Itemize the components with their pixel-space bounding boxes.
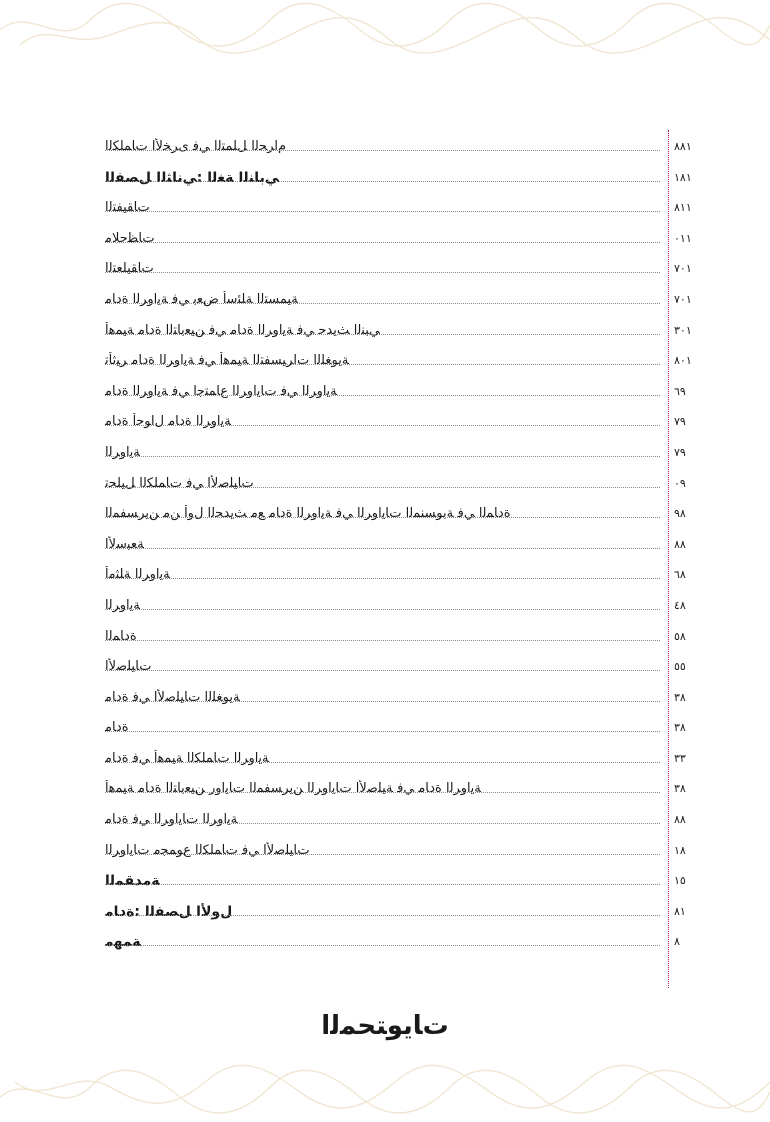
toc-entry-title: ﺔﻳﻮﻐﻠﻟﺍ ﺕﺍﺮﻴﺴﻔﺘﻟﺍ ﺔﻴﻤﻫﺃ ﻲﻓ ﺔﻳﺍﻭﺮﻟﺍ ﺓﺩﺎﻣ ﺮﻴﺛﺄﺗ xyxy=(105,353,349,369)
toc-entry-title: ﻲﺑﺎﻨﻟﺍ ﺔﻐﻟﺍ :ﻲﻧﺎﺜﻟﺍ ﻞﺼﻔﻟﺍ xyxy=(105,169,279,186)
toc-entry-title: ﺕﺎﻘﻴﻔﺘﻟﺍ xyxy=(105,200,150,216)
dot-leader xyxy=(105,640,660,641)
toc-entry-title: ﺔﻳﺍﻭﺮﻟﺍ ﺕﺎﻳﺍﻭﺮﻟﺍ ﻲﻓ ﺓﺩﺎﻣ xyxy=(105,812,238,828)
toc-entry xyxy=(100,593,720,624)
toc-entry-title: ﺔﻴﻤﺴﺘﻟﺍ ﺔﻠﺌﺳﺃ ﺽﻌﺑ ﻲﻓ ﺔﻳﺍﻭﺮﻟﺍ ﺓﺩﺎﻣ xyxy=(105,291,299,307)
dot-leader xyxy=(105,731,660,732)
toc-entry xyxy=(100,195,720,226)
toc-entry-page: ٨٦ xyxy=(674,568,686,582)
dot-leader xyxy=(105,181,660,182)
dot-leader xyxy=(105,487,660,488)
toc-entry xyxy=(100,807,720,838)
toc-entry-page: ٨٣ xyxy=(674,721,686,735)
toc-entry-page: ٨٣ xyxy=(674,690,686,704)
toc-entry-page: ٥٥ xyxy=(674,660,686,674)
toc-entry-title: ﺕﺎﻘﻴﻠﻌﺘﻟﺍ xyxy=(105,261,154,277)
dot-leader xyxy=(105,823,660,824)
dot-leader xyxy=(105,701,660,702)
toc-entry-title: ﺔﻳﺍﻭﺮﻟﺍ ﺓﺩﺎﻣ ﻝﺍﻮﺣﺃ ﺓﺩﺎﻣ xyxy=(105,414,232,430)
toc-entry xyxy=(100,501,720,532)
toc-entry-title: ﺔﻣﺪﻘﻤﻟﺍ xyxy=(105,873,160,890)
toc-entry-page: ٩٦ xyxy=(674,384,686,398)
toc-entry-page: ٩٧ xyxy=(674,445,686,459)
dot-leader xyxy=(105,762,660,763)
toc-entry-title: ﺔﻤﻬﻣ xyxy=(105,934,141,951)
toc-entry-title: ﺔﻳﺍﻭﺮﻟﺍ xyxy=(105,444,141,460)
decorative-header-band xyxy=(0,0,770,55)
dot-leader xyxy=(105,456,660,457)
toc-entry xyxy=(100,379,720,410)
toc-entry-page: ٨٨ xyxy=(674,813,686,827)
dot-leader xyxy=(105,548,660,549)
toc-entry-title: ﺕﺎﻴﻠﺻﻷﺍ ﻲﻓ ﺕﺎﻤﻠﻜﻟﺍ ﻞﻴﻠﺤﺗ xyxy=(105,475,254,491)
toc-entry xyxy=(100,318,720,349)
toc-entry xyxy=(100,409,720,440)
toc-entry-page: ٨٤ xyxy=(674,598,686,612)
toc-entry-title: ﺔﻳﺍﻭﺮﻟﺍ xyxy=(105,597,141,613)
toc-entry-title: ﺓﺩﺎﻤﻟﺍ xyxy=(105,628,137,644)
toc-entry-title: ﺔﻳﺍﻭﺮﻟﺍ ﺓﺩﺎﻣ ﻲﻓ ﺔﻴﻠﺻﻷﺍ ﺕﺎﻳﺍﻭﺮﻟﺍ ﻦﻳﺮﺴﻔﻤﻟﺍ ﺕﺎﻳﺍﻭﺭ ﻦﻴﻌﺑﺎﺘﻟﺍ ﺓﺩﺎﻣ ﺔﻴﻤﻫﺃ xyxy=(105,781,482,797)
toc-entry xyxy=(100,348,720,379)
toc-entry-title: ﺔﻳﺍﻭﺮﻟﺍ ﻲﻓ ﺕﺎﻳﺍﻭﺮﻟﺍ ﻉﺎﻤﺘﺟﺍ ﻲﻓ ﺔﻳﺍﻭﺮﻟﺍ ﺓﺩﺎﻣ xyxy=(105,383,338,399)
dot-leader xyxy=(105,272,660,273)
dot-leader xyxy=(105,854,660,855)
toc-entry-page: ٨ xyxy=(674,935,680,949)
toc-entry-page: ١١٨ xyxy=(674,201,692,215)
toc-entry xyxy=(100,746,720,777)
toc-entry-page: ١٠٨ xyxy=(674,354,692,368)
toc-entry xyxy=(100,899,720,930)
toc-entry xyxy=(100,256,720,287)
dot-leader xyxy=(105,242,660,243)
toc-entry xyxy=(100,165,720,196)
toc-entry xyxy=(100,226,720,257)
dot-leader xyxy=(105,609,660,610)
toc-entry-page: ١٨٨ xyxy=(674,140,692,153)
dot-leader xyxy=(105,425,660,426)
table-of-contents xyxy=(100,134,720,960)
dot-leader xyxy=(105,792,660,793)
dot-leader xyxy=(105,670,660,671)
toc-entry-title: ﻲﺒﻨﻟﺍ ﺚﻳﺪﺣ ﻲﻓ ﺔﻳﺍﻭﺮﻟﺍ ﺓﺩﺎﻣ ﻲﻓ ﻦﻴﻌﺑﺎﺘﻟﺍ ﺓﺩﺎﻣ ﺔﻴﻤﻫﺃ xyxy=(105,322,380,338)
toc-entry xyxy=(100,134,720,165)
toc-entry-page: ٥١ xyxy=(674,874,686,888)
toc-entry xyxy=(100,868,720,899)
toc-entry-page: ١٠٣ xyxy=(674,323,692,337)
toc-entry xyxy=(100,715,720,746)
dot-leader xyxy=(105,211,660,212)
toc-entry-title: ﺔﻳﺍﻭﺮﻟﺍ ﺕﺎﻤﻠﻜﻟﺍ ﺔﻴﻤﻫﺃ ﻲﻓ ﺓﺩﺎﻣ xyxy=(105,750,269,766)
toc-entry-page: ٨٨ xyxy=(674,537,686,551)
dot-leader xyxy=(105,517,660,518)
toc-entry-page: ١٠٧ xyxy=(674,292,692,306)
toc-entry-page: ٨١ xyxy=(674,843,686,857)
toc-entry xyxy=(100,624,720,655)
toc-entry xyxy=(100,929,720,960)
page-heading: ﺕﺎﻳﻮﺘﺤﻤﻟﺍ xyxy=(321,1011,449,1041)
toc-entry xyxy=(100,685,720,716)
dot-leader xyxy=(105,395,660,396)
dot-leader xyxy=(105,334,660,335)
dot-leader xyxy=(105,364,660,365)
toc-entry xyxy=(100,562,720,593)
toc-entry-page: ١٨ xyxy=(674,904,686,918)
toc-entry xyxy=(100,440,720,471)
dot-leader xyxy=(105,150,660,151)
toc-entry xyxy=(100,776,720,807)
toc-entry-title: ﺔﻌﺒﺳﻷﺍ xyxy=(105,536,145,552)
toc-entry xyxy=(100,532,720,563)
toc-entry-title: ﻝﻭﻷﺍ ﻞﺼﻔﻟﺍ :ﺓﺩﺎﻣ xyxy=(105,903,233,920)
toc-entry-page: ٣٣ xyxy=(674,751,686,765)
decorative-footer-band xyxy=(0,1057,770,1122)
toc-entry-title: ﺔﻳﻮﻐﻠﻟﺍ ﺕﺎﻴﻠﺻﻷﺍ ﻲﻓ ﺓﺩﺎﻣ xyxy=(105,689,240,705)
toc-entry xyxy=(100,838,720,869)
toc-entry-title: ﻡﺍﺮﺤﻟﺍ ﻞﻠﻤﺘﻟﺍ ﻲﻓ ﻯﺮﺨﻷﺍ ﺕﺎﻤﻠﻜﻟﺍ xyxy=(105,139,287,154)
toc-entry-title: ﺓﺩﺎﻣ xyxy=(105,720,129,736)
toc-entry-title: ﺕﺎﻈﺣﻼﻣ xyxy=(105,230,155,246)
dot-leader xyxy=(105,915,660,916)
dot-leader xyxy=(105,578,660,579)
toc-entry xyxy=(100,287,720,318)
dot-leader xyxy=(105,303,660,304)
toc-entry-page: ١٨١ xyxy=(674,170,692,184)
toc-entry-title: ﺕﺎﻴﻠﺻﻷﺍ xyxy=(105,659,152,675)
toc-entry-page: ٨٩ xyxy=(674,507,686,521)
dot-leader xyxy=(105,884,660,885)
toc-entry-page: ١٠٧ xyxy=(674,262,692,276)
dot-leader xyxy=(105,945,660,946)
toc-entry-page: ٨٥ xyxy=(674,629,686,643)
toc-entry-page: ٩٠ xyxy=(674,476,686,490)
toc-entry-title: ﺓﺩﺎﻤﻟﺍ ﻲﻓ ﺔﺑﻮﺴﻨﻤﻟﺍ ﺕﺎﻳﺍﻭﺮﻟﺍ ﻲﻓ ﺔﻳﺍﻭﺮﻟﺍ ﺓﺩﺎﻣ ﻊﻣ ﺚﻳﺪﺤﻟﺍ ﻝﻭﺃ ﻦﻣ ﻦﻳﺮﺴﻔﻤﻟﺍ xyxy=(105,506,511,522)
toc-entry-title: ﺕﺎﻴﻠﺻﻷﺍ ﻲﻓ ﺕﺎﻤﻠﻜﻟﺍ ﻉﻮﻤﺠﻣ ﺕﺎﻳﺍﻭﺮﻟﺍ xyxy=(105,842,310,858)
toc-entry-page: ١١٠ xyxy=(674,231,692,245)
toc-entry xyxy=(100,471,720,502)
toc-entry-title: ﺔﻳﺍﻭﺮﻟﺍ ﺔﻠﺜﻣﺃ xyxy=(105,567,171,583)
toc-entry-page: ٨٣ xyxy=(674,782,686,796)
toc-entry-page: ٩٧ xyxy=(674,415,686,429)
toc-entry xyxy=(100,654,720,685)
